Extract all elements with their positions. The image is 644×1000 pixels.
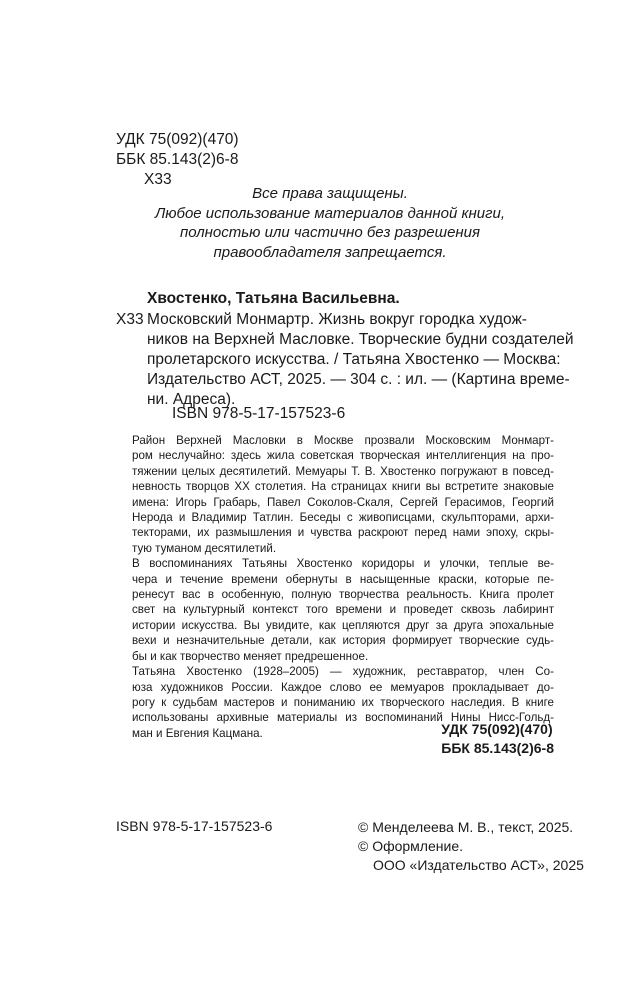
annotation-line: Район Верхней Масловки в Москве прозвали Московским Монмарт- bbox=[132, 434, 554, 447]
annotation-line: истории искусства. Вы увидите, как цепляются друг за друга эпохальные bbox=[132, 618, 554, 632]
annotation-paragraph bbox=[116, 433, 554, 556]
rights-line: правообладателя запрещается. bbox=[213, 243, 447, 261]
annotation-line: Нерода и Владимир Татлин. Беседы с живописцами, скульпторами, архи- bbox=[132, 511, 554, 525]
rights-line: Все права защищены. bbox=[252, 185, 408, 202]
annotation bbox=[116, 433, 554, 741]
rights-line: Любое использование материалов данной книги, bbox=[154, 204, 506, 222]
bbk-code: ББК 85.143(2)6-8 bbox=[116, 151, 239, 168]
annotation-line: ренесут вас в особенную, полную творчества реальность. Книга пролет bbox=[132, 588, 554, 602]
bib-isbn: ISBN 978-5-17-157523-6 bbox=[172, 405, 346, 422]
annotation-line: тую туманом десятилетий. bbox=[132, 541, 277, 555]
rights-notice bbox=[150, 184, 510, 262]
annotation-line: вехи и незначительные детали, как история формирует творческие судь- bbox=[132, 634, 554, 648]
annotation-line: Татьяна Хвостенко (1928–2005) — художник, реставратор, член Со- bbox=[132, 665, 554, 679]
annotation-line: юза художников России. Каждое слово ее мемуаров прокладывает до- bbox=[132, 680, 554, 694]
annotation-line: использованы архивные материалы из воспоминаний Нины Нисс-Гольд- bbox=[132, 711, 554, 725]
copyright-design: © Оформление. bbox=[358, 838, 463, 854]
bib-line: пролетарского искусства. / Татьяна Хвостенко — Москва: bbox=[147, 351, 561, 368]
annotation-line: ман и Евгения Кацмана. bbox=[132, 726, 263, 740]
bibliographic-record bbox=[116, 310, 574, 410]
bib-line: ни. Адреса). bbox=[147, 391, 236, 408]
annotation-line: текторами, их размышления и чувства раскроют перед нами эпоху, скры- bbox=[132, 526, 554, 540]
footer-isbn: ISBN 978-5-17-157523-6 bbox=[116, 818, 273, 834]
udk-code: УДК 75(092)(470) bbox=[116, 131, 239, 148]
annotation-line: невность творцов XX столетия. На страницах книги вы встретите знаковые bbox=[132, 480, 554, 494]
annotation-line: имена: Игорь Грабарь, Павел Соколов-Скаля, Сергей Герасимов, Георгий bbox=[132, 495, 554, 509]
annotation-paragraph bbox=[116, 556, 554, 664]
bib-line: ников на Верхней Масловке. Творческие будни создателей bbox=[147, 331, 574, 348]
classification-block bbox=[116, 130, 239, 190]
footer-bbk: ББК 85.143(2)6-8 bbox=[441, 740, 554, 756]
footer-classification bbox=[441, 720, 554, 758]
copyright-text: © Менделеева М. В., текст, 2025. bbox=[358, 819, 574, 835]
author-mark: Х33 bbox=[144, 171, 172, 188]
annotation-line: рогу к судьбам мастеров и пониманию их творческого наследия. В книге bbox=[132, 695, 554, 709]
annotation-line: свет на культурный контекст того времени и проведет сквозь лабиринт bbox=[132, 603, 554, 617]
bib-author: Хвостенко, Татьяна Васильевна. bbox=[147, 290, 400, 307]
bib-line: Издательство АСТ, 2025. — 304 с. : ил. — (Картина време- bbox=[147, 371, 570, 388]
annotation-line: чера и течение времени обернуты в насыщенные краски, которые пе- bbox=[132, 572, 554, 586]
annotation-line: В воспоминаниях Татьяны Хвостенко коридоры и улочки, теплые ве- bbox=[132, 557, 554, 571]
rights-line: полностью или частично без разрешения bbox=[179, 224, 481, 241]
annotation-line: тяжении целых десятилетий. Мемуары Т. В. Хвостенко погружают в повсед- bbox=[132, 464, 554, 478]
copyright-block bbox=[358, 818, 584, 875]
bib-line: Московский Монмартр. Жизнь вокруг городка худож- bbox=[147, 311, 527, 328]
annotation-line: бы и как творчество меняет предрешенное. bbox=[132, 649, 369, 663]
footer-udk: УДК 75(092)(470) bbox=[441, 721, 553, 737]
copyright-publisher: ООО «Издательство АСТ», 2025 bbox=[373, 857, 584, 873]
annotation-line: ром неслучайно: здесь жила советская творческая интеллигенция на про- bbox=[132, 449, 554, 463]
bib-code: Х33 bbox=[116, 311, 144, 328]
